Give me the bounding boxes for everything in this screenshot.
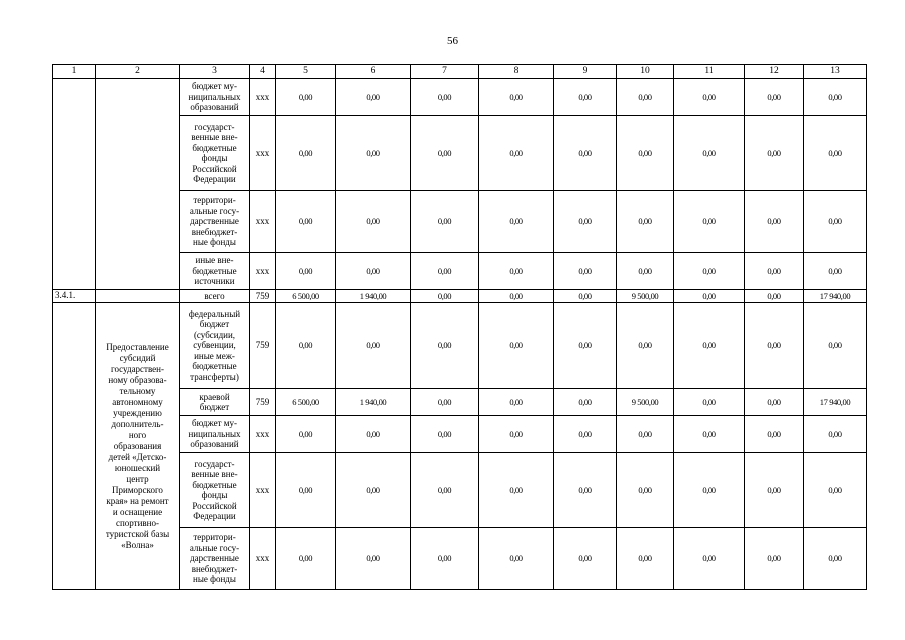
value-cell: 0,00 xyxy=(554,116,617,191)
value-cell: 0,00 xyxy=(674,528,745,590)
code-cell: xxx xyxy=(250,453,276,528)
column-header: 4 xyxy=(250,65,276,79)
column-header: 13 xyxy=(804,65,867,79)
column-header: 10 xyxy=(617,65,674,79)
item-description-cell xyxy=(96,290,180,303)
code-cell: 759 xyxy=(250,303,276,389)
code-cell: xxx xyxy=(250,191,276,253)
value-cell: 0,00 xyxy=(554,416,617,453)
value-cell: 0,00 xyxy=(276,303,336,389)
value-cell: 0,00 xyxy=(336,79,411,116)
value-cell: 0,00 xyxy=(554,528,617,590)
value-cell: 0,00 xyxy=(674,191,745,253)
code-cell: 759 xyxy=(250,389,276,416)
value-cell: 0,00 xyxy=(617,528,674,590)
value-cell: 0,00 xyxy=(554,389,617,416)
code-cell: xxx xyxy=(250,253,276,290)
column-header: 1 xyxy=(53,65,96,79)
value-cell: 0,00 xyxy=(804,453,867,528)
value-cell: 0,00 xyxy=(276,253,336,290)
value-cell: 0,00 xyxy=(745,79,804,116)
value-cell: 0,00 xyxy=(411,253,479,290)
column-header: 5 xyxy=(276,65,336,79)
value-cell: 0,00 xyxy=(276,416,336,453)
value-cell: 0,00 xyxy=(554,191,617,253)
value-cell: 0,00 xyxy=(804,416,867,453)
value-cell: 0,00 xyxy=(745,116,804,191)
value-cell: 0,00 xyxy=(674,253,745,290)
value-cell: 0,00 xyxy=(411,416,479,453)
column-header: 8 xyxy=(479,65,554,79)
value-cell: 0,00 xyxy=(745,303,804,389)
value-cell: 0,00 xyxy=(479,253,554,290)
value-cell: 0,00 xyxy=(411,389,479,416)
value-cell: 0,00 xyxy=(674,303,745,389)
value-cell: 0,00 xyxy=(411,191,479,253)
value-cell: 0,00 xyxy=(745,416,804,453)
value-cell: 0,00 xyxy=(674,453,745,528)
funding-source-cell: государст- венные вне- бюджетные фонды Российской Федерации xyxy=(180,453,250,528)
funding-source-cell: территори- альные госу- дарственные внебюджет- ные фонды xyxy=(180,191,250,253)
value-cell: 0,00 xyxy=(804,303,867,389)
value-cell: 0,00 xyxy=(411,290,479,303)
column-header: 9 xyxy=(554,65,617,79)
value-cell: 0,00 xyxy=(336,253,411,290)
value-cell: 6 500,00 xyxy=(276,290,336,303)
value-cell: 0,00 xyxy=(745,528,804,590)
item-description-cell xyxy=(96,79,180,290)
value-cell: 6 500,00 xyxy=(276,389,336,416)
funding-source-cell: бюджет му- ниципальных образований xyxy=(180,79,250,116)
code-cell: xxx xyxy=(250,528,276,590)
value-cell: 0,00 xyxy=(276,116,336,191)
value-cell: 0,00 xyxy=(804,79,867,116)
value-cell: 0,00 xyxy=(336,453,411,528)
value-cell: 0,00 xyxy=(479,79,554,116)
value-cell: 0,00 xyxy=(804,116,867,191)
value-cell: 0,00 xyxy=(617,116,674,191)
value-cell: 0,00 xyxy=(336,191,411,253)
value-cell: 0,00 xyxy=(674,290,745,303)
value-cell: 0,00 xyxy=(276,191,336,253)
value-cell: 0,00 xyxy=(674,79,745,116)
value-cell: 9 500,00 xyxy=(617,290,674,303)
value-cell: 0,00 xyxy=(617,303,674,389)
value-cell: 0,00 xyxy=(336,116,411,191)
column-header: 7 xyxy=(411,65,479,79)
value-cell: 0,00 xyxy=(479,116,554,191)
funding-source-cell: краевой бюджет xyxy=(180,389,250,416)
budget-table xyxy=(52,64,867,590)
value-cell: 0,00 xyxy=(276,79,336,116)
code-cell: 759 xyxy=(250,290,276,303)
page-number: 56 xyxy=(447,35,458,47)
value-cell: 0,00 xyxy=(336,303,411,389)
value-cell: 0,00 xyxy=(479,528,554,590)
value-cell: 0,00 xyxy=(674,416,745,453)
value-cell: 0,00 xyxy=(411,303,479,389)
value-cell: 0,00 xyxy=(479,389,554,416)
value-cell: 0,00 xyxy=(617,191,674,253)
item-number-cell xyxy=(53,79,96,290)
value-cell: 0,00 xyxy=(479,191,554,253)
value-cell: 0,00 xyxy=(745,389,804,416)
table-row xyxy=(53,290,867,303)
value-cell: 17 940,00 xyxy=(804,389,867,416)
value-cell: 0,00 xyxy=(554,79,617,116)
column-header: 12 xyxy=(745,65,804,79)
value-cell: 0,00 xyxy=(554,290,617,303)
item-number-cell: 3.4.1. xyxy=(53,290,96,303)
value-cell: 0,00 xyxy=(479,303,554,389)
value-cell: 0,00 xyxy=(411,453,479,528)
column-header: 11 xyxy=(674,65,745,79)
value-cell: 1 940,00 xyxy=(336,389,411,416)
code-cell: xxx xyxy=(250,79,276,116)
value-cell: 0,00 xyxy=(411,116,479,191)
column-header: 3 xyxy=(180,65,250,79)
value-cell: 0,00 xyxy=(617,253,674,290)
value-cell: 0,00 xyxy=(479,453,554,528)
value-cell: 0,00 xyxy=(554,253,617,290)
value-cell: 0,00 xyxy=(554,303,617,389)
value-cell: 0,00 xyxy=(276,453,336,528)
value-cell: 0,00 xyxy=(745,290,804,303)
value-cell: 0,00 xyxy=(336,528,411,590)
value-cell: 0,00 xyxy=(745,253,804,290)
value-cell: 0,00 xyxy=(617,416,674,453)
funding-source-cell: иные вне- бюджетные источники xyxy=(180,253,250,290)
value-cell: 1 940,00 xyxy=(336,290,411,303)
value-cell: 0,00 xyxy=(674,116,745,191)
value-cell: 0,00 xyxy=(617,453,674,528)
value-cell: 0,00 xyxy=(479,290,554,303)
value-cell: 0,00 xyxy=(479,416,554,453)
value-cell: 9 500,00 xyxy=(617,389,674,416)
item-description-cell: Предоставление субсидий государствен- ному образова- тельному автономному учреждению дополнитель- ного образования детей «Детско- юношеский центр Приморского края» на ремонт и оснащение спортивно- туристской базы «Волна» xyxy=(96,303,180,590)
value-cell: 0,00 xyxy=(674,389,745,416)
code-cell: xxx xyxy=(250,416,276,453)
item-number-cell xyxy=(53,303,96,590)
funding-source-cell: федеральный бюджет (субсидии, субвенции, иные меж- бюджетные трансферты) xyxy=(180,303,250,389)
column-header: 6 xyxy=(336,65,411,79)
funding-source-cell: государст- венные вне- бюджетные фонды Российской Федерации xyxy=(180,116,250,191)
value-cell: 17 940,00 xyxy=(804,290,867,303)
value-cell: 0,00 xyxy=(617,79,674,116)
value-cell: 0,00 xyxy=(411,528,479,590)
code-cell: xxx xyxy=(250,116,276,191)
value-cell: 0,00 xyxy=(804,528,867,590)
value-cell: 0,00 xyxy=(554,453,617,528)
funding-source-cell: всего xyxy=(180,290,250,303)
header-row xyxy=(53,65,867,79)
column-header: 2 xyxy=(96,65,180,79)
value-cell: 0,00 xyxy=(336,416,411,453)
table-row xyxy=(53,303,867,389)
value-cell: 0,00 xyxy=(745,453,804,528)
value-cell: 0,00 xyxy=(745,191,804,253)
funding-source-cell: территори- альные госу- дарственные внебюджет- ные фонды xyxy=(180,528,250,590)
table-row xyxy=(53,79,867,116)
funding-source-cell: бюджет му- ниципальных образований xyxy=(180,416,250,453)
value-cell: 0,00 xyxy=(276,528,336,590)
value-cell: 0,00 xyxy=(411,79,479,116)
value-cell: 0,00 xyxy=(804,191,867,253)
value-cell: 0,00 xyxy=(804,253,867,290)
